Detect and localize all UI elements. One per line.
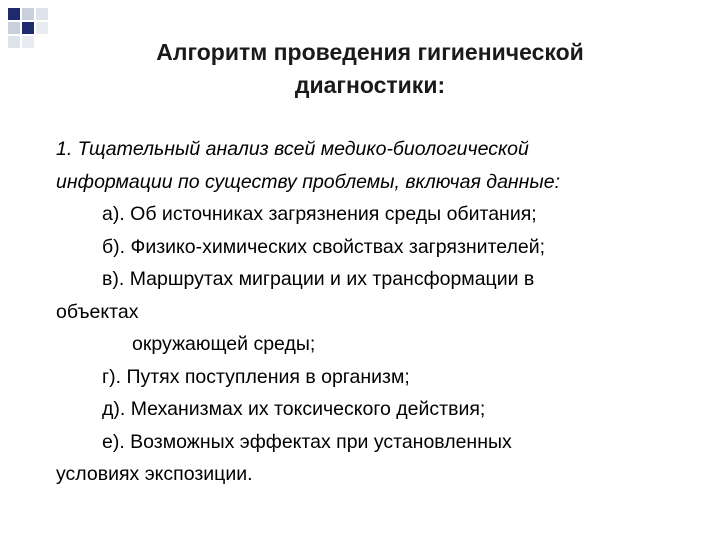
light-square-icon [36, 22, 48, 34]
title-line-1: Алгоритм проведения гигиенической [156, 39, 584, 65]
light-square-icon [36, 8, 48, 20]
slide-title [80, 36, 660, 102]
light-square-icon [8, 22, 20, 34]
list-item-b: б). Физико-химических свойствах загрязнителей; [102, 235, 546, 258]
title-line-2: диагностики: [294, 72, 446, 98]
list-item-v-line-3: окружающей среды; [132, 333, 316, 355]
list-item-a: а). Об источниках загрязнения среды обитания; [102, 203, 537, 225]
slide-body [56, 133, 696, 491]
list-item-g: г). Путях поступления в организм; [102, 365, 410, 388]
list-item-v-line-2: объектах [56, 300, 139, 323]
dark-square-icon [22, 22, 34, 34]
light-square-icon [8, 36, 20, 48]
light-square-icon [22, 36, 34, 48]
intro-line-1: 1. Тщательный анализ всей медико-биологической [56, 138, 529, 160]
corner-squares-decoration [0, 0, 60, 60]
intro-line-2: информации по существу проблемы, включая данные: [56, 170, 560, 193]
list-item-e-line-2: условиях экспозиции. [56, 463, 253, 485]
dark-square-icon [8, 8, 20, 20]
list-item-v-line-1: в). Маршрутах миграции и их трансформации в [102, 268, 535, 290]
list-item-d: д). Механизмах их токсического действия; [102, 398, 486, 420]
light-square-icon [22, 8, 34, 20]
list-item-e-line-1: е). Возможных эффектах при установленных [102, 430, 512, 453]
